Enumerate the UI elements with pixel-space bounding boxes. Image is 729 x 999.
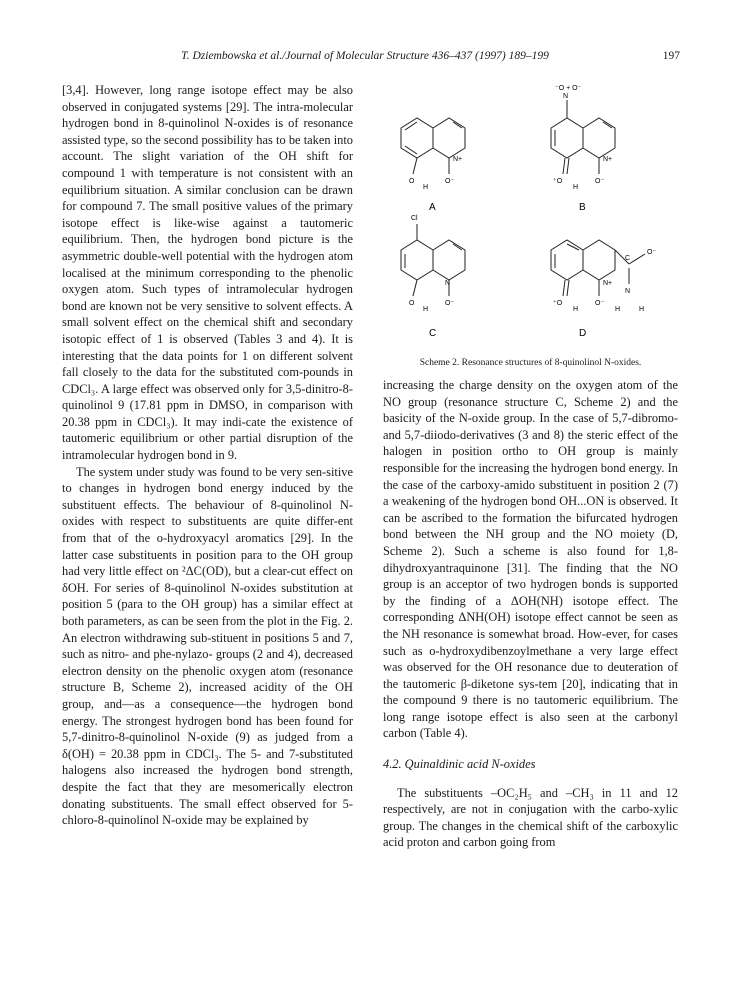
structure-d <box>551 240 645 296</box>
running-head <box>50 50 680 66</box>
atom-o-minus: O⁻ <box>595 300 605 307</box>
atom-o-minus: O⁻ <box>445 300 455 307</box>
structure-a <box>401 118 465 174</box>
atom-n-plus: N+ <box>603 280 613 287</box>
atom-n: N <box>445 280 451 287</box>
structure-label-c: C <box>429 328 437 339</box>
atom-o: O <box>409 178 415 185</box>
atom-o-minus: O⁻ <box>445 178 455 185</box>
resonance-structures-diagram <box>383 78 678 353</box>
atom-cl-plus: Cl <box>411 215 418 222</box>
section-heading: 4.2. Quinaldinic acid N-oxides <box>383 757 536 772</box>
page-number: 197 <box>662 50 680 62</box>
atom-nitro-n: N <box>563 93 569 100</box>
atom-n-plus: N+ <box>603 156 613 163</box>
scheme-2-figure <box>383 78 678 368</box>
atom-o-plus: ⁺O <box>553 300 563 307</box>
running-title: T. Dziembowska et al./Journal of Molecular Structure 436–437 (1997) 189–199 <box>181 50 549 62</box>
paragraph: [3,4]. However, long range isotope effect may be also observed in conjugated systems [29]. The intra-molecular hydrogen bond in 8-quinolinol N-oxides is of resonance assisted type, so the second possibility has to be taken into account. The slight variation of the OH shift for compound 1 with temperature is not consistent with an equilibrium situation. A similar conclusion can be drawn for compound 7. The small positive values of the primary isotope effect is like-wise against a tautomeric equilibrium. Then, the hydrogen bond picture is the asymmetric double-well potential with the hydrogen atom localised at the minimum corresponding to the phenolic oxygen atom. Such types of intramolecular hydrogen bond are known not be very sensitive to solvent effects. A small solvent effect on the chemical shift and secondary isotopic effect of 1 is observed (Tables 3 and 4). It is interesting that the data points for 1 on different solvent fall closely to the data for the substituted com-pounds in CDCl₃. A large effect was observed only for 3,5-dinitro-8-quinolinol 9 (17.81 ppm in DMSO, in comparison with 20.38 ppm in CDCl₃). It may indi-cate the existence of tautomeric equilibrium or other partial disruption of the intramolecular hydrogen bond in 9. <box>62 83 353 463</box>
atom-h: H <box>423 306 429 313</box>
atom-h: H <box>423 184 429 191</box>
atom-h: H <box>573 306 579 313</box>
ring-d-left <box>551 240 583 280</box>
structure-label-d: D <box>579 328 587 339</box>
atom-n-plus: N+ <box>453 156 463 163</box>
atom-h: H <box>615 306 621 313</box>
atom-o-plus: ⁺O <box>553 178 563 185</box>
structure-label-b: B <box>579 202 586 213</box>
left-column <box>62 82 353 829</box>
atom-c: C <box>625 255 631 262</box>
structure-label-a: A <box>429 202 436 213</box>
scheme-caption: Scheme 2. Resonance structures of 8-quinolinol N-oxides. <box>419 358 642 368</box>
ring-b-right <box>583 118 615 158</box>
ring-b-left <box>551 118 583 158</box>
ring-d-right <box>583 240 615 280</box>
paragraph: The system under study was found to be very sen-sitive to changes in hydrogen bond energy induced by the substituent effects. The behaviour of 8-quinolinol N-oxides with respect to substituents are quite differ-ent from that of the o-hydroxyacyl aromatics [29]. In the latter case substituents in position para to the OH group had very little effect on ²ΔC(OD), but a clear-cut effect on δOH. For series of 8-quinolinol N-oxides substitution at position 5 (para to the OH group) has a similar effect at both parameters, as can be seen from the plot in the Fig. 2. An electron withdrawing sub-stituent in positions 5 and 7, such as nitro- and phe-nylazo- groups (2 and 4), decreased electron density on the phenolic oxygen atom (resonance structure B, Scheme 2), increased acidity of the OH group, and—as a consequence—the hydrogen bond energy. The strongest hydrogen bond has been found for 5,7-dinitro-8-quinolinol N-oxide (9) as judged from a δ(OH) = 20.38 ppm in CDCl₃. The 5- and 7-substituted halogens also increased the hydrogen bond strength, despite the fact that they are mesomerically electron donating substituents. The small effect observed for 5-chloro-8-quinolinol N-oxide may be explained by <box>62 464 353 828</box>
atom-h: H <box>573 184 579 191</box>
atom-h: H <box>639 306 645 313</box>
paragraph: increasing the charge density on the oxygen atom of the NO group (resonance structure C, Scheme 2) and the basicity of the N-oxide group. In the case of 5,7-dibromo- and 5,7-diiodo-derivatives (3 and 8) the steric effect of the halogen in position ortho to OH group is mainly responsible for the increasing the hydrogen bond energy. In the case of the carboxy-amido substituent in position 2 (7) a weakening of the hydrogen bond OH...ON is observed. It can be ascribed to the formation the bifurcated hydrogen bond between the NH group and the NO moiety (D, Scheme 2). Such a scheme is also found for 1,8-dihydroxyantraquinone [31]. The finding that the NO group is an acceptor of two hydrogen bonds is supported by the finding of a ΔOH(NH) isotope effect. The corresponding ΔNH(OH) isotope effect cannot be seen as the NH resonance is somewhat broad. How-ever, for cases such as o-hydroxydibenzoylmethane a very large effect was observed for the OH resonance due to deuteration of the tautomeric β-diketone sys-tem [20], indicating that in the compound 9 there is no tautomeric equilibrium. The long range isotope effect is also seen at the carbonyl carbon (Table 4). <box>383 378 678 741</box>
atom-carboxy-o-minus: O⁻ <box>647 249 657 256</box>
ring-a-left <box>401 118 433 158</box>
atom-o-minus: O⁻ <box>595 178 605 185</box>
ring-c-right <box>433 240 465 280</box>
ring-c-left <box>401 240 433 280</box>
atom-nitro-oxygens: ⁻O + O⁻ <box>555 85 582 92</box>
paragraph: The substituents –OC₂H₅ and –CH₃ in 11 and 12 respectively, are not in conjugation with the carbo-xylic group. The changes in the chemical shift of the carboxylic acid proton and carbon going from <box>383 785 678 850</box>
right-column <box>383 377 678 851</box>
atom-n-amide: N <box>625 288 631 295</box>
structure-c <box>401 224 465 296</box>
bond-c-o <box>413 158 417 174</box>
ring-a-right <box>433 118 465 158</box>
bond-c-o-double <box>563 158 565 174</box>
atom-o: O <box>409 300 415 307</box>
